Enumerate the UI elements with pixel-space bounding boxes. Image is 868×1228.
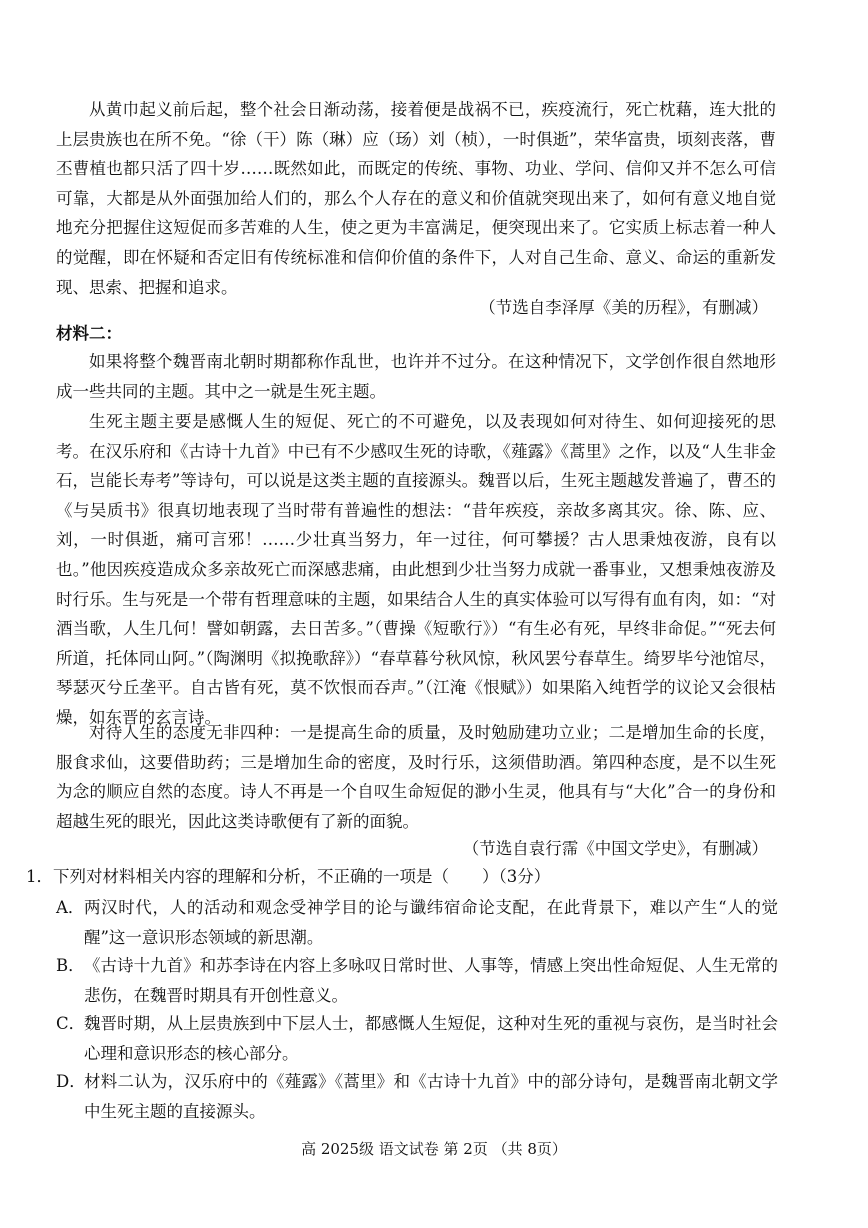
option-a[interactable]: [56, 893, 778, 952]
material-two-paragraph: 如果将整个魏晋南北朝时期都称作乱世，也许并不过分。在这种情况下，文学创作很自然地形成一些共同的主题。其中之一就是生死主题。: [56, 352, 776, 401]
option-text: 材料二认为，汉乐府中的《薤露》《蒿里》和《古诗十九首》中的部分诗句，是魏晋南北朝文学中生死主题的直接源头。: [84, 1072, 778, 1121]
source-citation-2: （节选自袁行霈《中国文学史》，有删减）: [462, 839, 768, 858]
material-two-paragraph: 对待人生的态度无非四种：一是提高生命的质量，及时勉励建功立业；二是增加生命的长度，服食求仙，这要借助药；三是增加生命的密度，及时行乐，这须借助酒。第四种态度，是不以生死为念的顺应自然的态度。诗人不再是一个自叹生命短促的渺小生灵，他具有与“大化”合一的身份和超越生死的眼光，因此这类诗歌便有了新的面貌。: [56, 723, 776, 831]
passage-continuation: 从黄巾起义前后起，整个社会日渐动荡，接着便是战祸不已，疾疫流行，死亡枕藉，连大批的上层贵族也在所不免。“徐（干）陈（琳）应（玚）刘（桢），一时俱逝”，荣华富贵，顷刻丧落，曹丕曹植也都只活了四十岁……既然如此，而既定的传统、事物、功业、学问、信仰又并不怎么可信可靠，大都是从外面强加给人们的，那么个人存在的意义和价值就突现出来了，如何有意义地自觉地充分把握住这短促而多苦难的人生，使之更为丰富满足，便突现出来了。它实质上标志着一种人的觉醒，即在怀疑和否定旧有传统标准和信仰价值的条件下，人对自己生命、意义、命运的重新发现、思索、把握和追求。: [56, 100, 776, 297]
option-letter: A．: [56, 898, 85, 917]
option-c[interactable]: [56, 1009, 778, 1068]
source-citation-1: （节选自李泽厚《美的历程》，有删减）: [479, 298, 768, 317]
option-text: 魏晋时期，从上层贵族到中下层人士，都感慨人生短促，这种对生死的重视与哀伤，是当时社会心理和意识形态的核心部分。: [84, 1014, 778, 1063]
material-two-header: 材料二：: [56, 324, 122, 343]
question-stem: 1．下列对材料相关内容的理解和分析，不正确的一项是（ ）（3分）: [26, 867, 551, 886]
option-text: 两汉时代，人的活动和观念受神学目的论与谶纬宿命论支配，在此背景下，难以产生“人的觉醒”这一意识形态领域的新思潮。: [84, 898, 778, 947]
option-text: 《古诗十九首》和苏李诗在内容上多咏叹日常时世、人事等，情感上突出性命短促、人生无常的悲伤，在魏晋时期具有开创性意义。: [84, 956, 778, 1005]
page-footer: 高 2025级 语文试卷 第 2页 （共 8页）: [301, 1140, 567, 1158]
material-two-paragraph: 生死主题主要是感慨人生的短促、死亡的不可避免，以及表现如何对待生、如何迎接死的思考。在汉乐府和《古诗十九首》中已有不少感叹生死的诗歌，《薤露》《蒿里》之作，以及“人生非金石，岂能长寿考”等诗句，可以说是这类主题的直接源头。魏晋以后，生死主题越发普遍了，曹丕的《与吴质书》很真切地表现了当时带有普遍性的想法：“昔年疾疫，亲故多离其灾。徐、陈、应、刘，一时俱逝，痛可言邪！……少壮真当努力，年一过往，何可攀援？古人思秉烛夜游，良有以也。”他因疾疫造成众多亲故死亡而深感悲痛，由此想到少壮当努力成就一番事业，又想秉烛夜游及时行乐。生与死是一个带有哲理意味的主题，如果结合人生的真实体验可以写得有血有肉，如：“对酒当歌，人生几何！譬如朝露，去日苦多。”（曹操《短歌行》）“有生必有死，早终非命促。”“死去何所道，托体同山阿。”（陶渊明《拟挽歌辞》）“春草暮兮秋风惊，秋风罢兮春草生。绮罗毕兮池馆尽，琴瑟灭兮丘垄平。自古皆有死，莫不饮恨而吞声。”（江淹《恨赋》）如果陷入纯哲学的议论又会很枯燥，如东晋的玄言诗。: [56, 412, 776, 727]
option-letter: C．: [56, 1014, 86, 1033]
option-letter: B．: [56, 956, 85, 975]
option-d[interactable]: [56, 1067, 778, 1126]
option-b[interactable]: [56, 951, 778, 1010]
option-letter: D．: [56, 1072, 86, 1091]
